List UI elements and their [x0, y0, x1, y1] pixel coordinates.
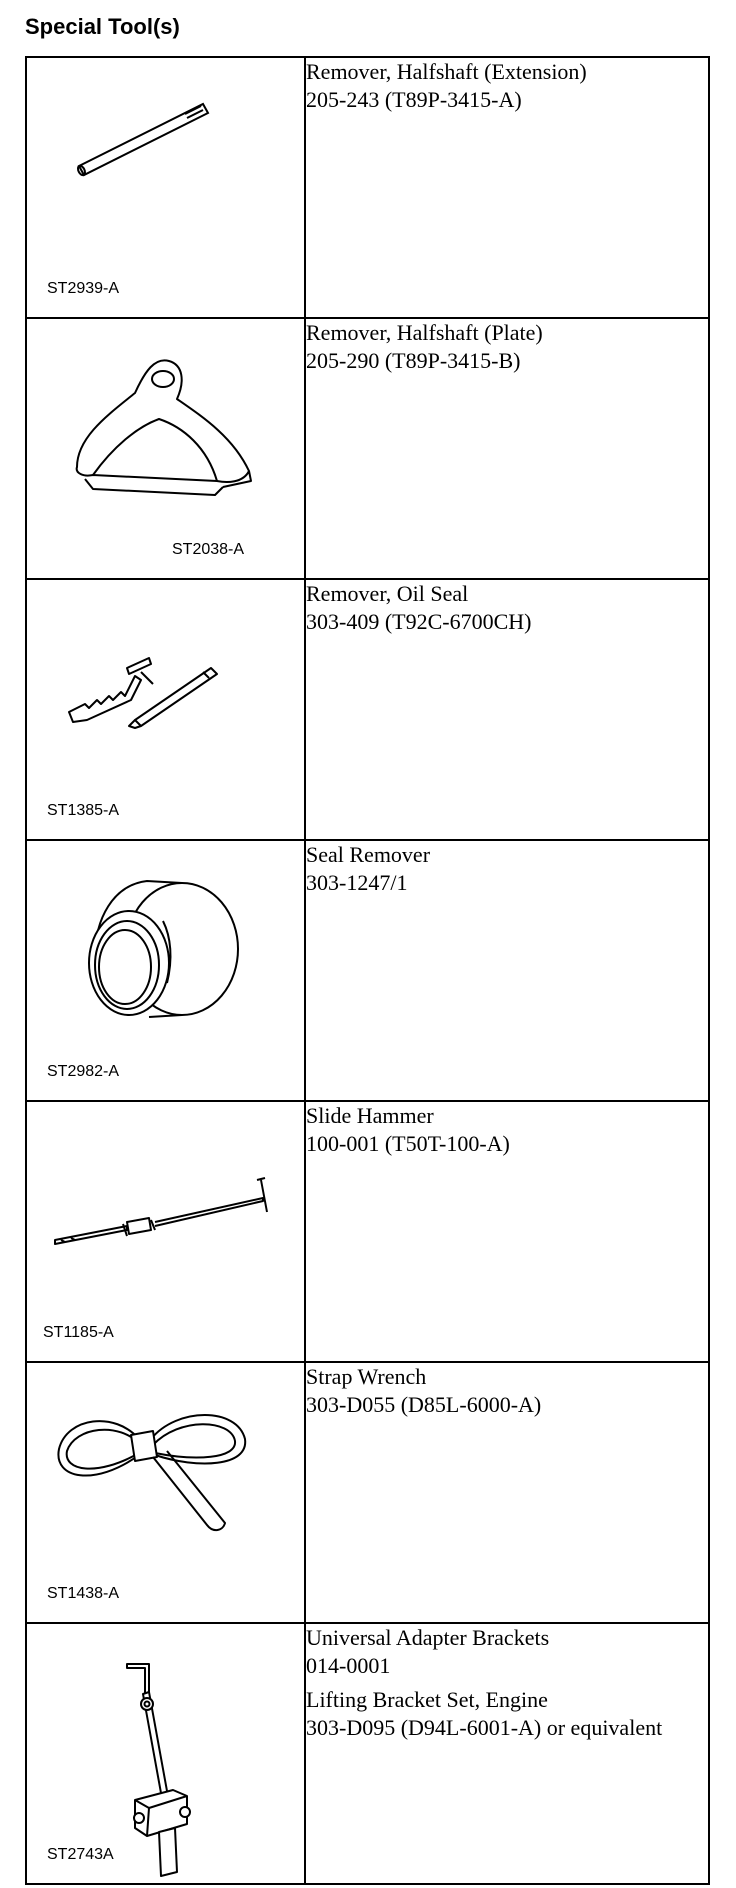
halfshaft-plate-icon: [27, 319, 304, 578]
figure-label: ST2038-A: [172, 541, 245, 558]
halfshaft-extension-icon: [27, 58, 304, 317]
tool-name: Remover, Oil Seal: [306, 581, 469, 606]
strap-wrench-icon: [27, 1363, 304, 1622]
table-row: [26, 1362, 709, 1623]
tool-name: Strap Wrench: [306, 1364, 427, 1389]
figure-label: ST1385-A: [47, 802, 120, 819]
tool-name: Universal Adapter Brackets: [306, 1625, 550, 1650]
tool-image-cell: [26, 57, 305, 318]
tool-name: Lifting Bracket Set, Engine: [306, 1687, 548, 1712]
tool-code: 303-409 (T92C-6700CH): [306, 609, 532, 634]
tool-description-cell: [305, 1101, 709, 1362]
tool-image-cell: [26, 1362, 305, 1623]
tool-name: Remover, Halfshaft (Plate): [306, 320, 543, 345]
tool-code: 303-D055 (D85L-6000-A): [306, 1392, 542, 1417]
figure-label: ST2982-A: [47, 1063, 120, 1080]
table-row: [26, 579, 709, 840]
tool-image-cell: [26, 1623, 305, 1884]
tool-image-cell: [26, 318, 305, 579]
figure-label: ST1438-A: [47, 1585, 120, 1602]
adapter-bracket-icon: [27, 1624, 304, 1883]
special-tools-table: [25, 56, 710, 1885]
figure-label: ST1185-A: [43, 1324, 114, 1341]
figure-label: ST2743A: [47, 1846, 114, 1863]
tool-code: 014-0001: [306, 1653, 391, 1678]
seal-remover-icon: [27, 841, 304, 1100]
tool-name: Slide Hammer: [306, 1103, 434, 1128]
tool-code: 303-D095 (D94L-6001-A) or equivalent: [306, 1715, 663, 1740]
table-row: [26, 840, 709, 1101]
tool-description-cell: [305, 1362, 709, 1623]
figure-label: ST2939-A: [47, 280, 120, 297]
tool-code: 100-001 (T50T-100-A): [306, 1131, 510, 1156]
page-title: Special Tool(s): [25, 14, 180, 39]
tool-name: Seal Remover: [306, 842, 431, 867]
table-row: [26, 57, 709, 318]
slide-hammer-icon: [27, 1102, 304, 1361]
tool-image-cell: [26, 579, 305, 840]
tool-description-cell: [305, 318, 709, 579]
tool-image-cell: [26, 840, 305, 1101]
tool-description-cell: [305, 579, 709, 840]
tool-description-cell: [305, 1623, 709, 1884]
tool-description-cell: [305, 57, 709, 318]
tool-image-cell: [26, 1101, 305, 1362]
table-row: [26, 1623, 709, 1884]
tool-code: 205-290 (T89P-3415-B): [306, 348, 521, 373]
table-row: [26, 318, 709, 579]
table-row: [26, 1101, 709, 1362]
tool-code: 303-1247/1: [306, 870, 408, 895]
tool-code: 205-243 (T89P-3415-A): [306, 87, 522, 112]
oil-seal-remover-icon: [27, 580, 304, 839]
tool-name: Remover, Halfshaft (Extension): [306, 59, 587, 84]
tool-description-cell: [305, 840, 709, 1101]
